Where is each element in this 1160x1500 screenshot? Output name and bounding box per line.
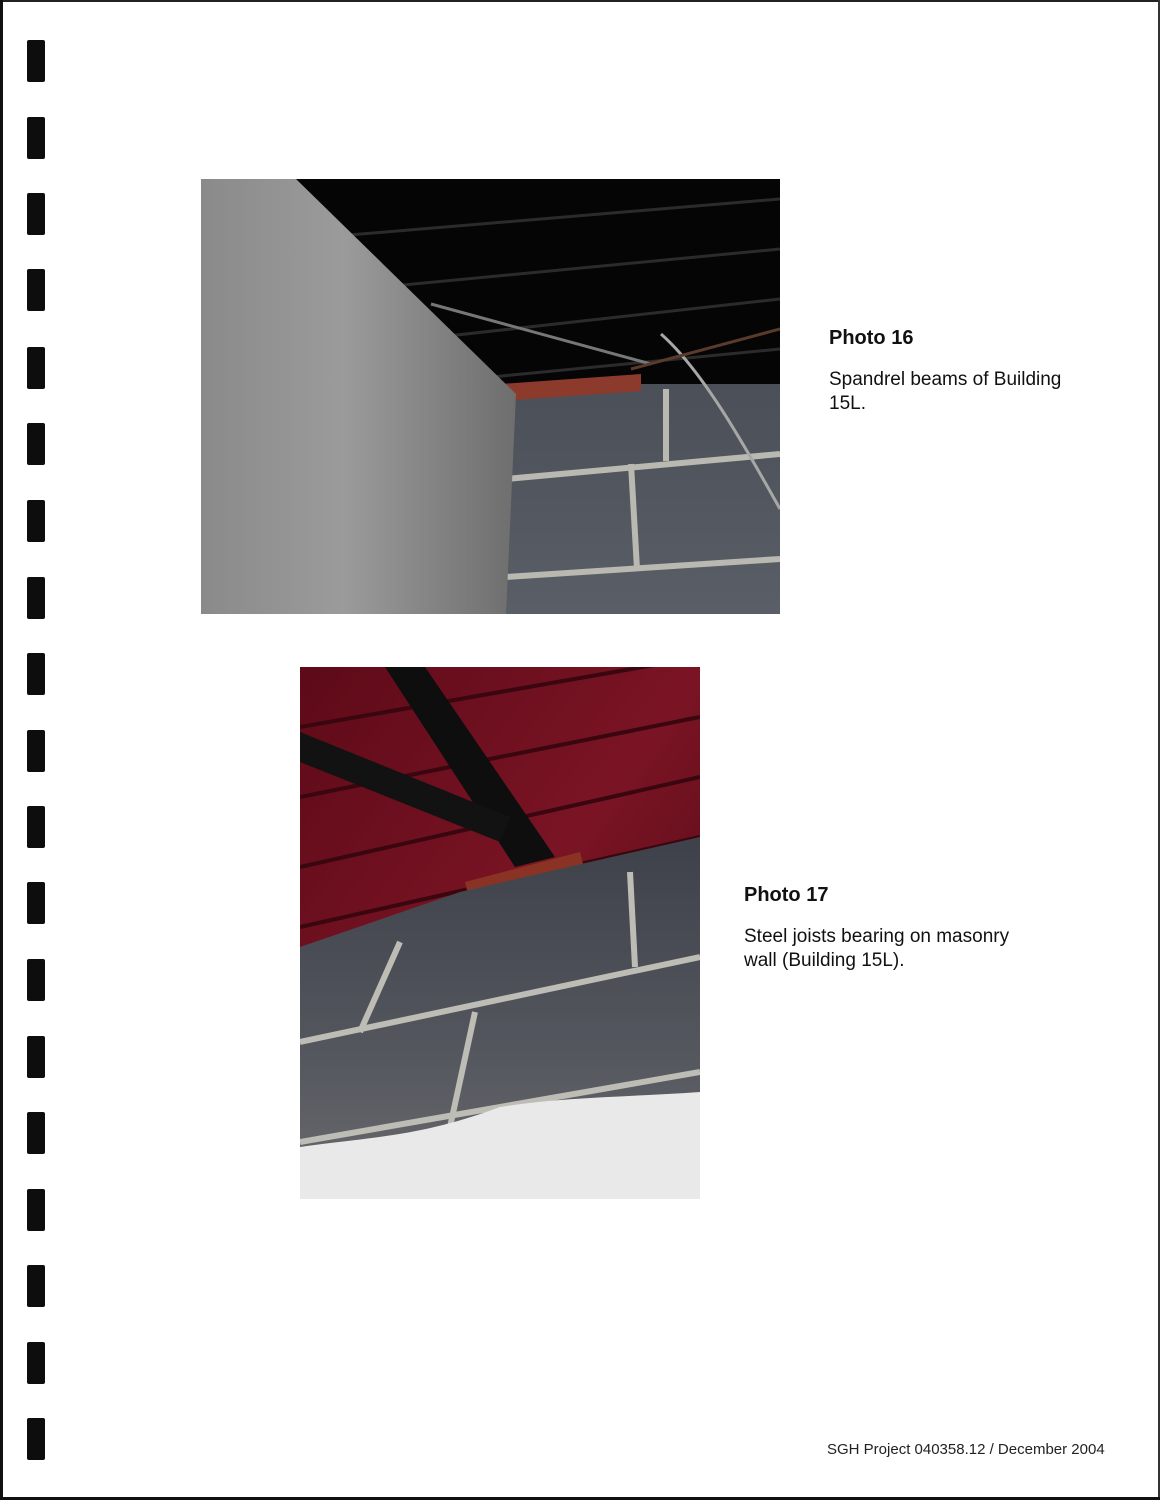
- photo-16-image: [201, 179, 780, 614]
- photo-16-caption: [829, 327, 1099, 416]
- binder-hole: [27, 806, 45, 848]
- photo-17-title: Photo 17: [744, 884, 829, 906]
- binder-hole: [27, 347, 45, 389]
- binder-hole: [27, 1036, 45, 1078]
- photo-16-title: Photo 16: [829, 327, 914, 349]
- page-border-left: [0, 0, 3, 1500]
- binder-hole: [27, 117, 45, 159]
- binder-hole: [27, 40, 45, 82]
- binder-hole: [27, 653, 45, 695]
- photo-17-description: Steel joists bearing on masonry wall (Building 15L).: [744, 926, 1010, 971]
- binder-hole: [27, 959, 45, 1001]
- binder-hole: [27, 577, 45, 619]
- binder-hole: [27, 1342, 45, 1384]
- photo-17-caption: [744, 884, 1044, 973]
- binder-hole: [27, 1265, 45, 1307]
- binder-holes: [27, 0, 47, 1500]
- binder-hole: [27, 423, 45, 465]
- page-border-top: [0, 0, 1160, 2]
- binder-hole: [27, 500, 45, 542]
- binder-hole: [27, 882, 45, 924]
- binder-hole: [27, 730, 45, 772]
- binder-hole: [27, 269, 45, 311]
- binder-hole: [27, 1189, 45, 1231]
- page-footer: SGH Project 040358.12 / December 2004: [827, 1441, 1105, 1458]
- binder-hole: [27, 1418, 45, 1460]
- binder-hole: [27, 193, 45, 235]
- photo-17-image: [300, 667, 700, 1199]
- binder-hole: [27, 1112, 45, 1154]
- photo-16-description: Spandrel beams of Building 15L.: [829, 369, 1062, 414]
